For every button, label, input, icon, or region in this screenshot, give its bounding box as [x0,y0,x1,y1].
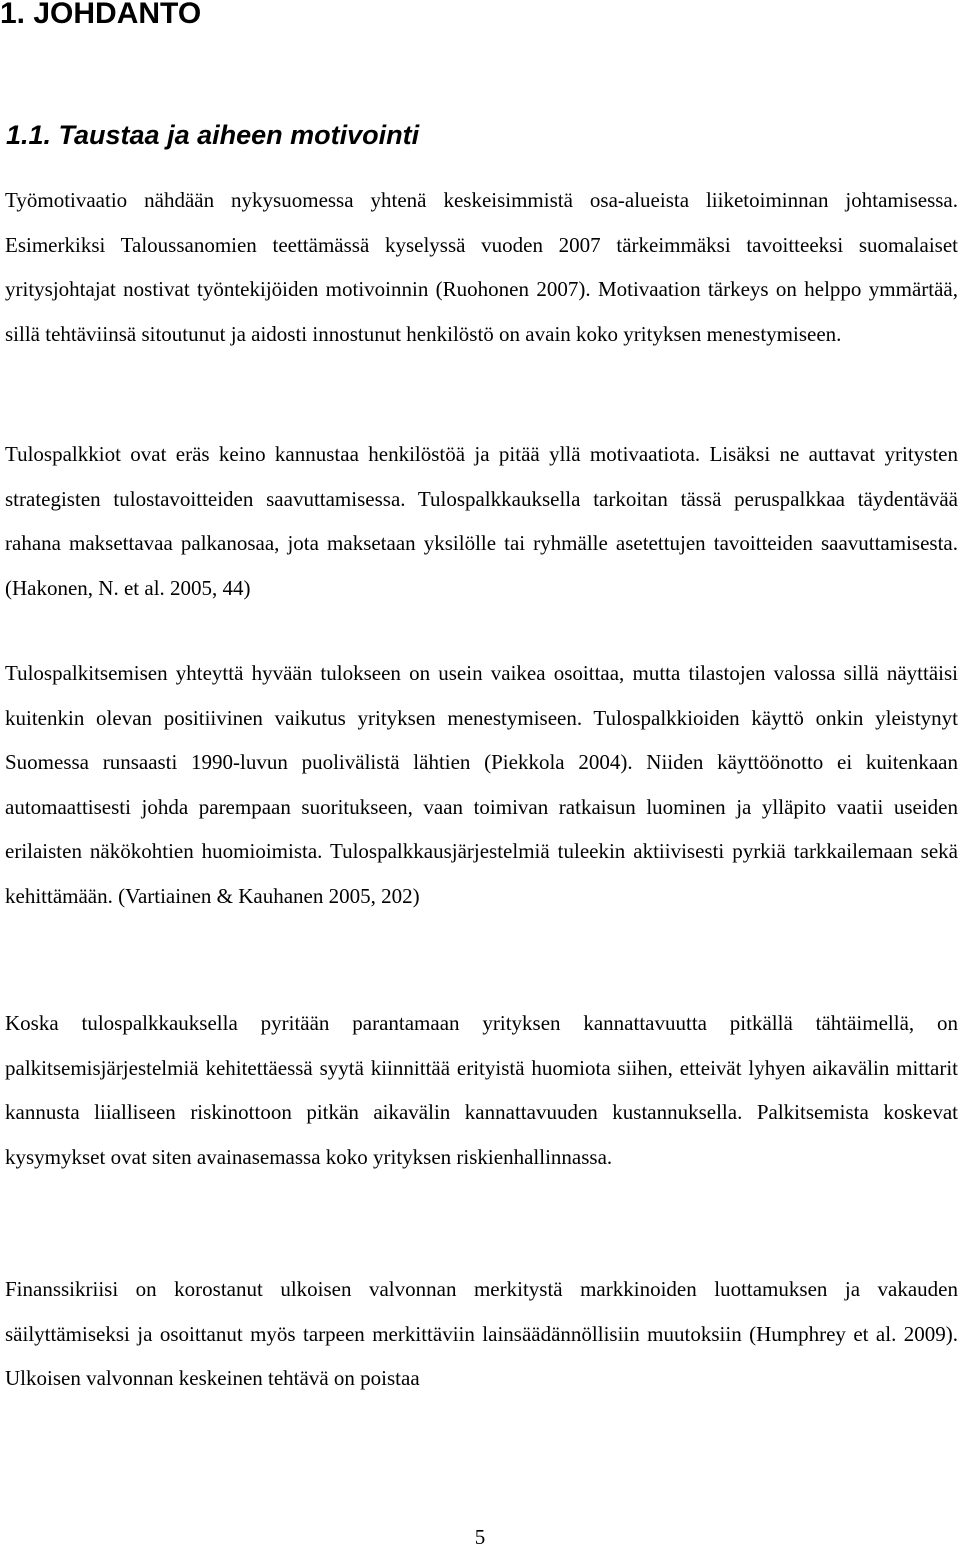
section-heading: 1.1. Taustaa ja aiheen motivointi [6,120,420,150]
chapter-heading: 1. JOHDANTO [0,0,202,30]
paragraph-performance-bonuses: Tulospalkkiot ovat eräs keino kannustaa henkilöstöä ja pitää yllä motivaatiota. Lisäksi ne auttavat yritysten strategisten tulostavoitteiden saavuttamisessa. Tulospalkkauksella tarkoitan tässä peruspalkkaa täydentävää rahana maksettavaa palkanosaa, jota maksetaan yksilölle tai ryhmälle asetettujen tavoitteiden saavuttamisesta. (Hakonen, N. et al. 2005, 44) [5,442,958,600]
page-number: 5 [474,1525,486,1549]
paragraph-bonus-effects: Tulospalkitsemisen yhteyttä hyvään tulokseen on usein vaikea osoittaa, mutta tilastojen valossa sillä näyttäisi kuitenkin olevan positiivinen vaikutus yrityksen menestymiseen. Tulospalkkioiden käyttö onkin yleistynyt Suomessa runsaasti 1990-luvun puolivälistä lähtien (Piekkola 2004). Niiden käyttöönotto ei kuitenkaan automaattisesti johda parempaan suoritukseen, vaan toimivan ratkaisun luominen ja ylläpito vaatii useiden erilaisten näkökohtien huomioimista. Tulospalkkausjärjestelmiä tuleekin aktiivisesti pyrkiä tarkkailemaan sekä kehittämään. (Vartiainen & Kauhanen 2005, 202) [5,661,958,908]
paragraph-financial-crisis: Finanssikriisi on korostanut ulkoisen valvonnan merkitystä markkinoiden luottamuksen ja vakauden säilyttämiseksi ja osoittanut myös tarpeen merkittäviin lainsäädännöllisiin muutoksiin (Humphrey et al. 2009). Ulkoisen valvonnan keskeinen tehtävä on poistaa [5,1277,958,1391]
paragraph-motivation: Työmotivaatio nähdään nykysuomessa yhtenä keskeisimmistä osa-alueista liiketoiminnan johtamisessa. Esimerkiksi Taloussanomien teettämässä kyselyssä vuoden 2007 tärkeimmäksi tavoitteeksi suomalaiset yritysjohtajat nostivat työntekijöiden motivoinnin (Ruohonen 2007). Motivaation tärkeys on helppo ymmärtää, sillä tehtäviinsä sitoutunut ja aidosti innostunut henkilöstö on avain koko yrityksen menestymiseen. [5,188,958,346]
paragraph-risk-management: Koska tulospalkkauksella pyritään parantamaan yrityksen kannattavuutta pitkällä tähtäimellä, on palkitsemisjärjestelmiä kehitettäessä syytä kiinnittää erityistä huomiota siihen, etteivät lyhyen aikavälin mittarit kannusta liialliseen riskinottoon pitkän aikavälin kannattavuuden kustannuksella. Palkitsemista koskevat kysymykset ovat siten avainasemassa koko yrityksen riskienhallinnassa. [5,1011,958,1169]
